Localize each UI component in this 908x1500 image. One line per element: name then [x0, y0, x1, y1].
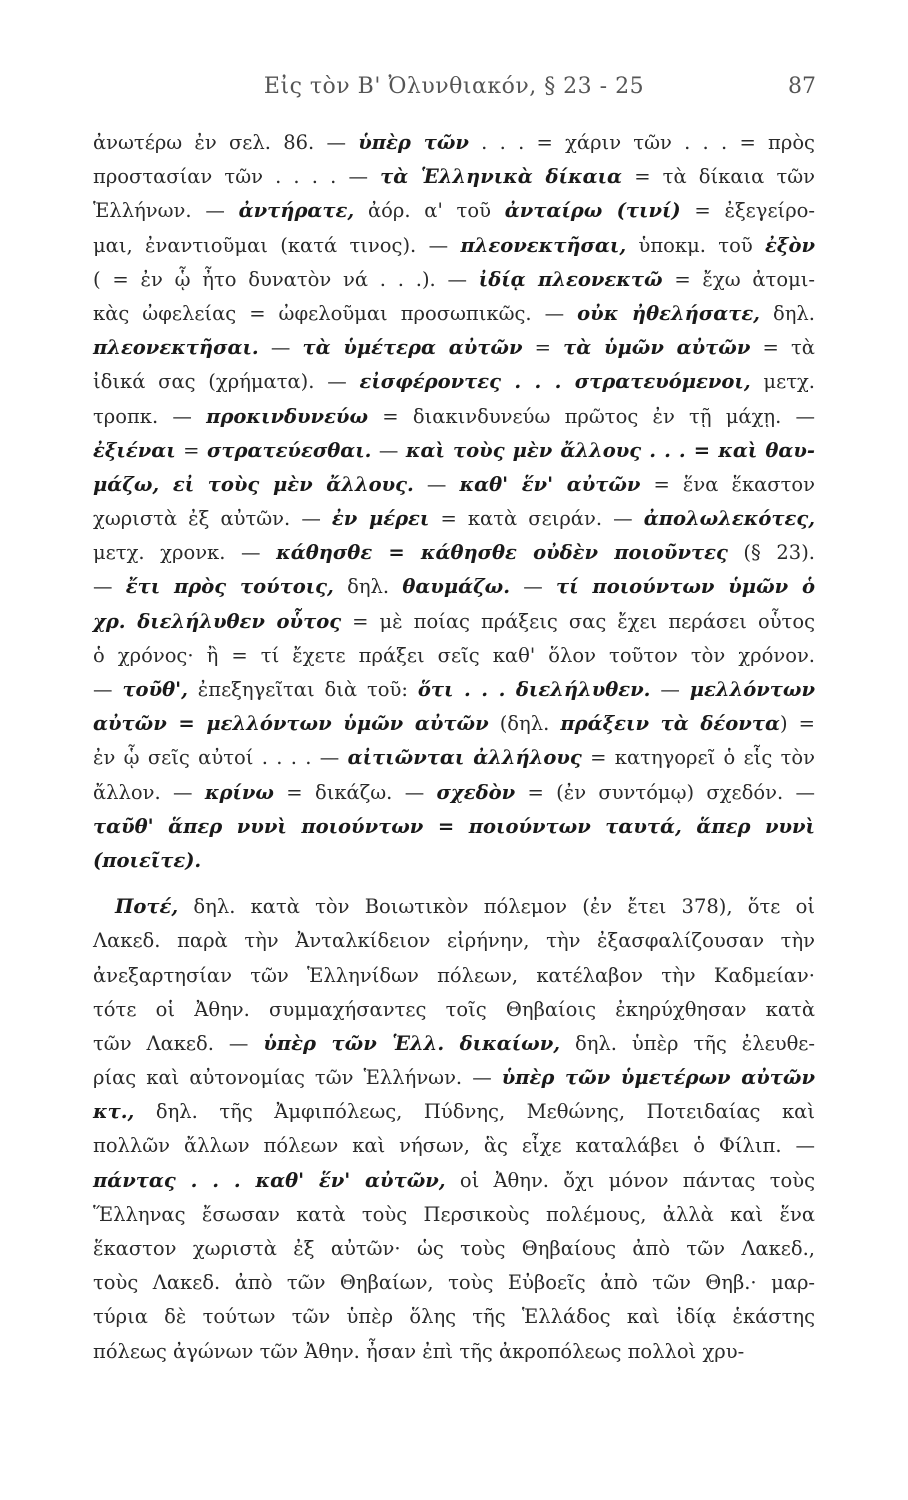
text-run: ὁ χρόνος· ἢ = τί ἔχετε πράξει σεῖς καθ' ὅλον τοῦτον τὸν χρόνον.: [93, 643, 815, 667]
text-line: [93, 229, 815, 263]
emphasized-term: ὅτι . . . διελήλυθεν.: [417, 678, 651, 701]
emphasized-term: αὐτῶν = μελλόντων ὑμῶν αὐτῶν: [93, 712, 489, 736]
text-run: =: [175, 438, 207, 462]
text-line: [93, 434, 815, 468]
emphasized-term: πλεονεκτῆσαι.: [93, 336, 259, 360]
text-run: (δηλ.: [488, 712, 561, 736]
text-run: —: [650, 678, 690, 701]
emphasized-term: τὰ Ἑλληνικὰ δίκαια: [380, 165, 623, 189]
text-line: [93, 810, 815, 844]
page-header: [92, 74, 816, 114]
text-run: κὰς ὠφελείας = ὠφελοῦμαι προσωπικῶς. —: [93, 301, 578, 325]
text-run: ρίας καὶ αὐτονομίας τῶν Ἑλλήνων. —: [93, 1066, 502, 1090]
text-run: Ἕλληνας ἔσωσαν κατὰ τοὺς Περσικοὺς πολέμους, ἀλλὰ καὶ ἕνα: [93, 1202, 815, 1226]
emphasized-term: ἀντήρατε,: [238, 199, 355, 223]
text-run: ἕκαστον χωριστὰ ἐξ αὐτῶν· ὡς τοὺς Θηβαίους ἀπὸ τῶν Λακεδ.,: [93, 1237, 815, 1260]
history-paragraph: [93, 890, 815, 1369]
emphasized-term: εἰσφέροντες . . . στρατευόμενοι,: [359, 370, 751, 394]
text-line: [93, 993, 815, 1027]
running-head: Εἰς τὸν Β' Ὀλυνθιακόν, § 23 - 25: [263, 74, 645, 99]
emphasized-term: σχεδὸν: [436, 780, 516, 804]
text-run: = τὰ: [750, 336, 815, 360]
emphasized-term: τοῦθ',: [122, 678, 188, 701]
emphasized-term: ἐξὸν: [765, 233, 815, 257]
text-run: = κατηγορεῖ ὁ εἷς τὸν: [581, 746, 815, 770]
text-line: [93, 400, 815, 434]
text-line: [93, 1198, 815, 1232]
text-line: [93, 1335, 815, 1369]
emphasized-term: μελλόντων: [689, 678, 816, 701]
text-line: [93, 263, 815, 297]
text-line: [93, 1164, 815, 1198]
text-line: [93, 160, 815, 194]
text-line: [93, 1232, 815, 1266]
text-line: [93, 959, 815, 993]
text-run: ἄλλον. —: [93, 780, 205, 804]
text-run: μετχ.: [750, 370, 815, 394]
text-run: τοὺς Λακεδ. ἀπὸ τῶν Θηβαίων, τοὺς Εὐβοεῖς ἀπὸ τῶν Θηβ.· μαρ-: [93, 1271, 815, 1295]
text-line: [93, 126, 815, 160]
emphasized-term: πλεονεκτῆσαι,: [460, 233, 627, 257]
text-run: (§ 23).: [727, 541, 816, 565]
text-run: = τὰ δίκαια τῶν: [622, 165, 816, 189]
text-run: τότε οἱ Ἀθην. συμμαχήσαντες τοῖς Θηβαίοις ἐκηρύχθησαν κατὰ: [93, 997, 815, 1021]
emphasized-term: καὶ τοὺς μὲν ἄλλους . . . = καὶ θαυ-: [405, 438, 815, 462]
emphasized-term: ἀνταίρω (τινί): [504, 199, 681, 223]
text-line: [93, 1300, 815, 1334]
text-line: [93, 776, 815, 810]
commentary-paragraph: [93, 126, 815, 878]
text-line: [93, 639, 815, 673]
text-run: μετχ. χρονκ. —: [93, 541, 277, 565]
text-run: ἀνεξαρτησίαν τῶν Ἑλληνίδων πόλεων, κατέλαβον τὴν Καδμείαν·: [93, 963, 815, 987]
text-run: ἰδικά σας (χρήματα). —: [93, 370, 360, 394]
text-line: [93, 924, 815, 958]
text-run: τῶν Λακεδ. —: [93, 1031, 264, 1055]
text-run: οἱ Ἀθην. ὄχι μόνον πάντας τοὺς: [445, 1168, 815, 1192]
emphasized-term: πράξειν τὰ δέοντα: [560, 712, 780, 736]
text-run: = δικάζω. —: [273, 780, 437, 804]
text-run: = μὲ ποίας πράξεις σας ἔχει περάσει οὗτος: [341, 609, 815, 633]
emphasized-term: ταῦθ' ἅπερ νυνὶ ποιούντων = ποιούντων ταυτά, ἅπερ νυνὶ: [93, 814, 815, 838]
text-run: ἀνωτέρω ἐν σελ. 86. —: [93, 131, 359, 154]
emphasized-term: ἐν μέρει: [331, 507, 430, 531]
text-line: [93, 890, 815, 924]
text-run: = (ἐν συντόμῳ) σχεδόν. —: [515, 780, 816, 804]
text-line: [93, 1095, 815, 1129]
text-line: [93, 502, 815, 536]
text-line: [93, 1266, 815, 1300]
text-run: ἐπεξηγεῖται διὰ τοῦ:: [187, 678, 418, 701]
text-run: —: [93, 575, 126, 599]
page-body: [93, 126, 815, 1369]
text-line: [93, 707, 815, 741]
text-run: Λακεδ. παρὰ τὴν Ἀνταλκίδειον εἰρήνην, τὴν ἐξασφαλίζουσαν τὴν: [93, 929, 815, 953]
emphasized-term: προκινδυνεύω: [206, 404, 369, 428]
emphasized-term: θαυμάζω.: [402, 575, 511, 599]
text-line: [93, 331, 815, 365]
page-number: 87: [788, 74, 816, 99]
emphasized-term: χρ. διελήλυθεν οὗτος: [93, 609, 342, 633]
text-line: [93, 605, 815, 639]
text-run: δηλ.: [333, 575, 403, 599]
text-line: [93, 194, 815, 228]
text-run: = ἔχω ἀτομι-: [662, 267, 815, 291]
text-line: [93, 1061, 815, 1095]
emphasized-term: καθ' ἕν' αὐτῶν: [459, 472, 641, 496]
text-line: [93, 297, 815, 331]
text-run: δηλ. κατὰ τὸν Βοιωτικὸν πόλεμον (ἐν ἔτει 378), ὅτε οἱ: [178, 895, 815, 919]
emphasized-term: μάζω, εἰ τοὺς μὲν ἄλλους.: [93, 472, 414, 496]
text-run: ( = ἐν ᾧ ἦτο δυνατὸν νά . . .). —: [93, 267, 479, 291]
emphasized-term: κρίνω: [204, 780, 274, 804]
text-run: =: [522, 336, 564, 360]
emphasized-term: αἰτιῶνται ἀλλήλους: [347, 746, 582, 770]
emphasized-term: στρατεύεσθαι.: [206, 438, 372, 462]
emphasized-term: τί ποιούντων ὑμῶν ὁ: [556, 575, 816, 599]
emphasized-term: ὑπὲρ τῶν Ἑλλ. δικαίων,: [263, 1031, 561, 1055]
emphasized-term: κτ.,: [93, 1100, 135, 1124]
emphasized-term: ἰδίᾳ πλεονεκτῶ: [478, 267, 663, 291]
text-run: πόλεως ἀγώνων τῶν Ἀθην. ἦσαν ἐπὶ τῆς ἀκροπόλεως πολλοὶ χρυ-: [93, 1339, 745, 1363]
emphasized-term: Ποτέ,: [115, 895, 179, 919]
emphasized-term: οὐκ ἠθελήσατε,: [577, 301, 760, 325]
text-run: χωριστὰ ἐξ αὐτῶν. —: [93, 507, 332, 531]
text-run: —: [510, 575, 557, 599]
emphasized-term: ὑπὲρ τῶν: [358, 131, 469, 154]
text-run: Ἑλλήνων. —: [93, 199, 239, 223]
text-run: τροπκ. —: [93, 404, 207, 428]
text-line: [93, 1027, 815, 1061]
text-run: —: [371, 438, 406, 462]
emphasized-term: κάθησθε = κάθησθε οὐδὲν ποιοῦντες: [276, 541, 728, 565]
text-run: προστασίαν τῶν . . . . —: [93, 165, 381, 189]
text-run: δηλ. τῆς Ἀμφιπόλεως, Πύδνης, Μεθώνης, Ποτειδαίας καὶ: [134, 1100, 815, 1124]
text-run: . . . = χάριν τῶν . . . = πρὸς: [468, 131, 815, 154]
text-run: δηλ. ὑπὲρ τῆς ἐλευθε-: [560, 1031, 815, 1055]
emphasized-term: τὰ ὑμῶν αὐτῶν: [563, 336, 751, 360]
emphasized-term: ἐξιέναι: [93, 438, 176, 462]
emphasized-term: (ποιεῖτε).: [93, 848, 202, 872]
text-run: = ἕνα ἕκαστον: [640, 472, 815, 496]
emphasized-term: τὰ ὑμέτερα αὐτῶν: [302, 336, 523, 360]
text-run: —: [93, 678, 123, 701]
text-line: [93, 570, 815, 604]
text-run: ) =: [779, 712, 815, 736]
emphasized-term: ἀπολωλεκότες,: [643, 507, 815, 531]
text-run: = κατὰ σειράν. —: [429, 507, 644, 531]
text-line: [93, 536, 815, 570]
text-run: τύρια δὲ τούτων τῶν ὑπὲρ ὅλης τῆς Ἑλλάδος καὶ ἰδίᾳ ἑκάστης: [93, 1305, 815, 1329]
text-run: ἐν ᾧ σεῖς αὐτοί . . . . —: [93, 746, 348, 770]
text-line: [93, 844, 815, 878]
text-run: ἀόρ. α' τοῦ: [354, 199, 505, 223]
text-run: —: [413, 472, 460, 496]
text-line: [93, 1129, 815, 1163]
emphasized-term: ἔτι πρὸς τούτοις,: [125, 575, 334, 599]
emphasized-term: πάντας . . . καθ' ἕν' αὐτῶν,: [93, 1168, 446, 1192]
text-run: ὑποκμ. τοῦ: [626, 233, 766, 257]
emphasized-term: ὑπὲρ τῶν ὑμετέρων αὐτῶν: [501, 1066, 815, 1090]
text-run: —: [258, 336, 303, 360]
text-line: [93, 741, 815, 775]
text-run: μαι, ἐναντιοῦμαι (κατά τινος). —: [93, 233, 461, 257]
text-run: δηλ.: [759, 301, 815, 325]
text-line: [93, 673, 815, 707]
paragraph-gap: [93, 878, 815, 890]
text-line: [93, 365, 815, 399]
text-run: = διακινδυνεύω πρῶτος ἐν τῇ μάχῃ. —: [368, 404, 816, 428]
text-run: πολλῶν ἄλλων πόλεων καὶ νήσων, ἃς εἶχε καταλάβει ὁ Φίλιπ. —: [93, 1134, 815, 1158]
text-run: = ἐξεγείρο-: [680, 199, 815, 223]
text-line: [93, 468, 815, 502]
